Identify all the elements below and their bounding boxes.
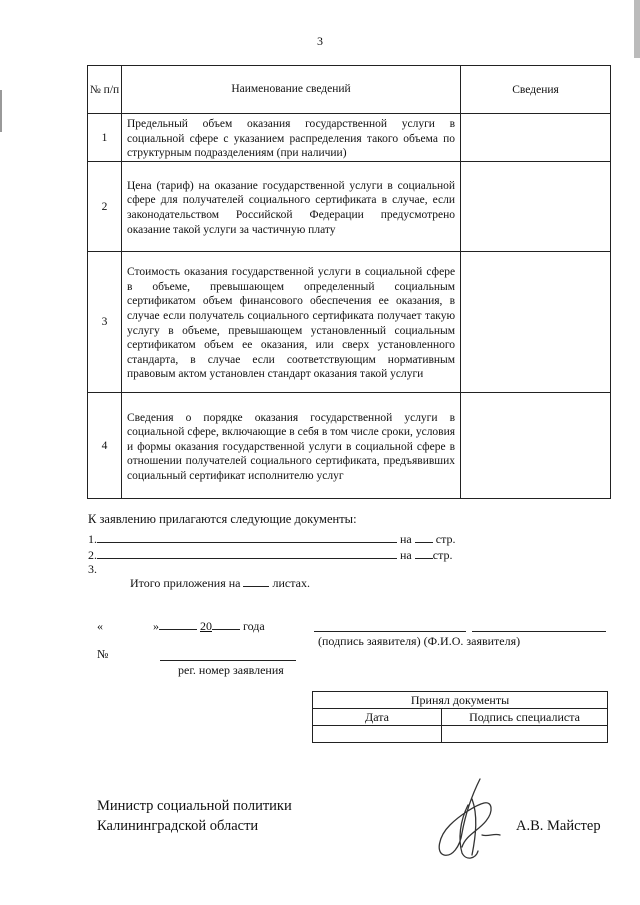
accepted-date-header: Дата <box>313 709 442 726</box>
table-row <box>88 393 611 499</box>
accepted-date-cell <box>313 726 442 743</box>
row-name: Стоимость оказания государственной услуги в социальной сфере в объеме, превышающем определенный социальным сертификатом объем финансового обеспечения ее оказания, в случае если получатель социального сертификата получает такую услугу в объеме, превышающем установленный социальным сертификатом объем ее оказания, или сверх установленного стандарта, в случае если соответствующим нормативным правовым актом установлен стандарт оказания такой услуги <box>121 252 460 393</box>
accepted-title: Принял документы <box>313 692 608 709</box>
row-value <box>461 252 611 393</box>
attachment-blank <box>97 531 397 543</box>
scan-edge-mark <box>634 0 640 58</box>
table-header-row <box>88 66 611 114</box>
attachment-line-1 <box>88 531 455 547</box>
total-suffix: листах. <box>272 576 310 590</box>
information-table <box>87 65 611 499</box>
open-quote: « <box>97 619 103 633</box>
total-label: Итого приложения на <box>130 576 241 590</box>
attachment-line-3 <box>88 562 97 577</box>
attachment-number: 3. <box>88 562 97 576</box>
registration-blank <box>160 660 296 661</box>
pages-blank <box>415 547 433 559</box>
accepted-sign-header: Подпись специалиста <box>442 709 608 726</box>
total-blank <box>243 575 269 587</box>
row-number: 3 <box>88 252 122 393</box>
pages-on-label: на <box>400 532 412 546</box>
handwritten-signature <box>432 775 512 865</box>
attachment-number: 1. <box>88 532 97 546</box>
position-line-2: Калининградской области <box>97 818 259 834</box>
pages-label: стр. <box>432 548 453 562</box>
table-row <box>88 162 611 252</box>
pages-label: стр. <box>435 532 456 546</box>
registration-caption: рег. номер заявления <box>178 663 284 677</box>
year-blank <box>212 618 240 630</box>
year-word: года <box>243 619 265 633</box>
row-number: 1 <box>88 114 122 162</box>
name-blank <box>472 631 606 632</box>
row-value <box>461 162 611 252</box>
signatory-name: А.В. Майстер <box>516 818 601 834</box>
day-blank <box>106 619 150 630</box>
pages-blank <box>415 531 433 543</box>
position-line-1: Министр социальной политики <box>97 798 292 814</box>
date-line <box>97 618 265 634</box>
header-value: Сведения <box>461 66 611 114</box>
row-name: Сведения о порядке оказания государственной услуги в социальной сфере, включающие в себя в том числе сроки, условия и формы оказания государственной услуги в социальной сфере в отношении получателей социального сертификата, предъявивших социальный сертификат исполнителю услуг <box>121 393 460 499</box>
row-value <box>461 393 611 499</box>
signature-blank <box>314 631 466 632</box>
header-number: № п/п <box>88 66 122 114</box>
signature-caption: (подпись заявителя) (Ф.И.О. заявителя) <box>318 634 521 648</box>
row-number: 4 <box>88 393 122 499</box>
attachments-total <box>130 575 310 591</box>
signatory-position <box>97 796 292 836</box>
attachment-blank <box>97 547 397 559</box>
scan-edge-mark <box>0 90 2 132</box>
attachments-intro: К заявлению прилагаются следующие документы: <box>88 512 357 526</box>
pages-on-label: на <box>400 548 412 562</box>
page-number: 3 <box>317 34 323 48</box>
attachment-number: 2. <box>88 548 97 562</box>
header-name: Наименование сведений <box>121 66 460 114</box>
close-quote: » <box>153 619 159 633</box>
row-name: Цена (тариф) на оказание государственной услуги в социальной сфере для получателей социального сертификата в случае, если законодательством Российской Федерации предусмотрено оказание такой услуги за частичную плату <box>121 162 460 252</box>
row-value <box>461 114 611 162</box>
table-row <box>88 114 611 162</box>
table-row <box>88 252 611 393</box>
registration-number-sign: № <box>97 647 109 661</box>
attachment-line-2 <box>88 547 452 563</box>
accepted-sign-cell <box>442 726 608 743</box>
accepted-documents-box <box>312 691 608 743</box>
month-blank <box>159 618 197 630</box>
year-prefix: 20 <box>200 619 212 633</box>
row-name: Предельный объем оказания государственной услуги в социальной сфере с указанием распределения такого объема по структурным подразделениям (при наличии) <box>121 114 460 162</box>
row-number: 2 <box>88 162 122 252</box>
